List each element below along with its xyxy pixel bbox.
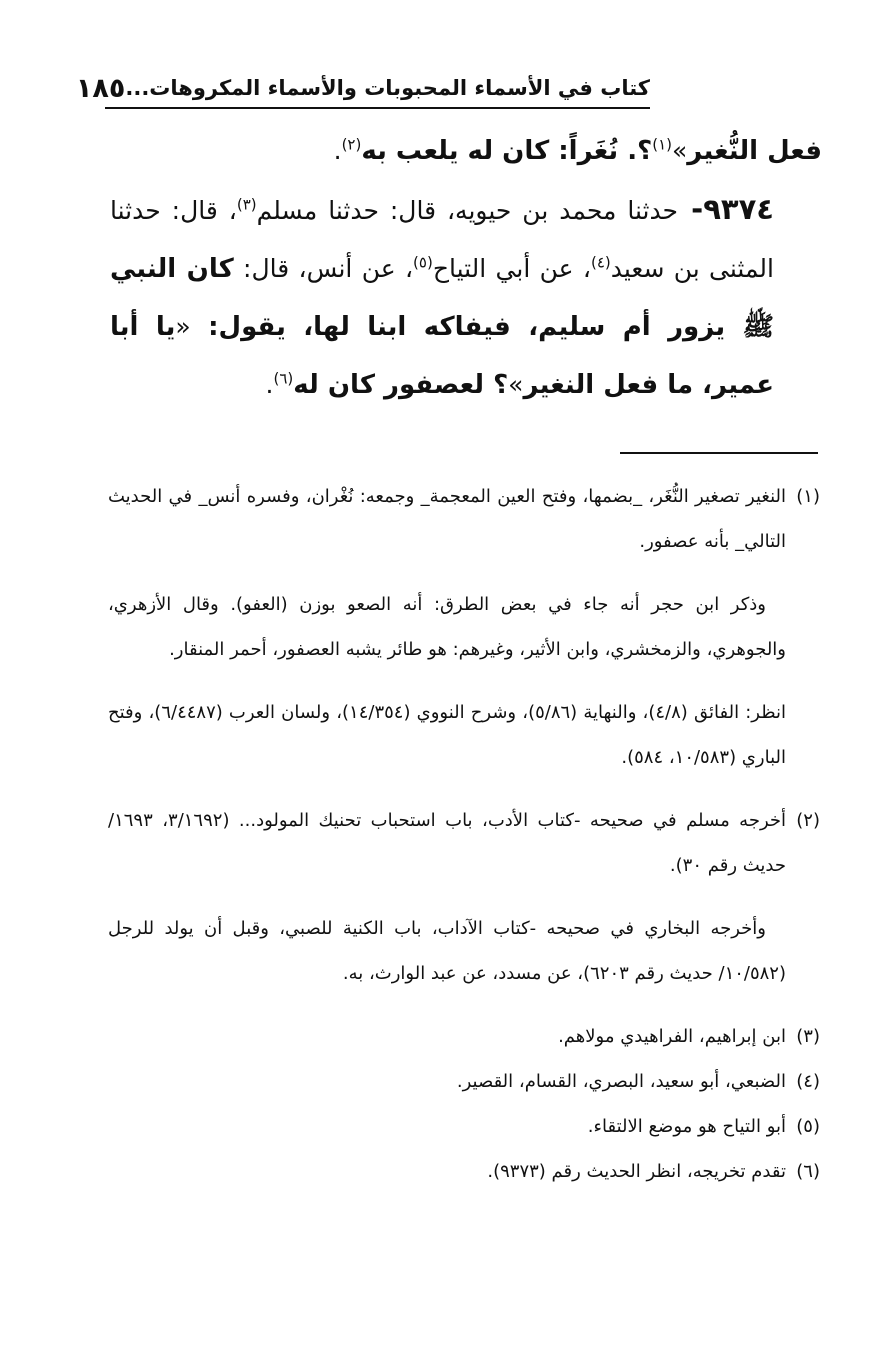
footnote-label: (٤) bbox=[796, 1071, 820, 1092]
hadith-dash: - bbox=[678, 192, 704, 226]
matn-text: ؟ لعصفور كان له bbox=[293, 370, 509, 400]
punctuation: ؟. bbox=[618, 136, 653, 166]
footnote-label: (١) bbox=[796, 486, 820, 507]
footnote-ref: (١) bbox=[652, 135, 672, 154]
footnote-text: أبو التياح هو موضع الالتقاء. bbox=[587, 1116, 786, 1137]
punctuation: . bbox=[333, 136, 342, 165]
footnote-label: (٥) bbox=[796, 1116, 820, 1137]
footnote-label: (٣) bbox=[796, 1026, 820, 1047]
footnote-text: الضبعي، أبو سعيد، البصري، القسام، القصير. bbox=[456, 1071, 786, 1092]
page-number: ١٨٥ bbox=[75, 72, 126, 104]
matn-text: يا أبا عمير، ما فعل النغير bbox=[110, 312, 774, 400]
matn-text: كان النبي ﷺ يزور أم سليم، فيفاكه ابنا لها، يقول: bbox=[110, 254, 774, 342]
footnote-1-paragraph: وذكر ابن حجر أنه جاء في بعض الطرق: أنه الصعو بوزن (العفو). وقال الأزهري، والجوهري، والزمخشري، وابن الأثير، وغيرهم: هو طائر يشبه العصفور، أحمر المنقار. bbox=[108, 594, 786, 660]
footnote-text: النغير تصغير النُّغَر، _بضمها، وفتح العين المعجمة_ وجمعه: نُغْران، وفسره أنس_ في الحديث التالي_ بأنه عصفور. bbox=[108, 486, 786, 552]
footnote-text: أخرجه مسلم في صحيحه -كتاب الأدب، باب استحباب تحنيك المولود... (٣/١٦٩٢، ١٦٩٣/ حديث رقم ٣٠). bbox=[108, 810, 787, 876]
footnote-ref: (٦) bbox=[273, 369, 294, 388]
isnad-text: ، عن أبي التياح bbox=[432, 254, 591, 283]
hadith-paragraph bbox=[110, 180, 822, 414]
footnote-text: ابن إبراهيم، الفراهيدي مولاهم. bbox=[558, 1026, 786, 1047]
page-header bbox=[75, 68, 650, 108]
footnote-ref: (٢) bbox=[341, 135, 362, 154]
footnote-2-paragraph: وأخرجه البخاري في صحيحه -كتاب الآداب، باب الكنية للصبي، وقبل أن يولد للرجل (١٠/٥٨٢/ حديث رقم ٦٢٠٣)، عن مسدد، عن عبد الوارث، به. bbox=[108, 918, 786, 984]
quote-mark: « bbox=[175, 312, 191, 341]
footnote-5 bbox=[108, 1104, 820, 1149]
footnote-label: (٦) bbox=[796, 1161, 820, 1182]
header-rule bbox=[105, 107, 650, 109]
footnote-3 bbox=[108, 1014, 820, 1059]
quote-mark: » bbox=[508, 370, 524, 399]
isnad-text: حدثنا محمد بن حيويه، قال: حدثنا مسلم bbox=[256, 196, 679, 225]
isnad-text: ، عن أنس، قال: bbox=[233, 254, 414, 283]
footnote-ref: (٤) bbox=[590, 253, 611, 272]
hadith-number: ٩٣٧٤ bbox=[703, 192, 774, 226]
paragraph-continuation bbox=[110, 122, 822, 180]
footnote-ref: (٣) bbox=[236, 195, 257, 214]
punctuation: . bbox=[265, 370, 274, 399]
quote-mark: » bbox=[671, 136, 688, 165]
isnad-text: ، قال: حدثنا المثنى بن سعيد bbox=[110, 196, 774, 283]
main-text bbox=[110, 122, 822, 414]
footnote-1-references: انظر: الفائق (٤/٨)، والنهاية (٥/٨٦)، وشرح النووي (١٤/٣٥٤)، ولسان العرب (٦/٤٤٨٧)، وفتح الباري (١٠/٥٨٣، ٥٨٤). bbox=[108, 702, 786, 768]
running-title: كتاب في الأسماء المحبوبات والأسماء المكروهات... bbox=[125, 76, 650, 100]
footnote-6 bbox=[108, 1149, 820, 1194]
bold-phrase: نُغَراً: كان له يلعب به bbox=[361, 136, 619, 166]
footnote-separator bbox=[620, 452, 818, 454]
footnote-ref: (٥) bbox=[413, 253, 433, 272]
footnote-4 bbox=[108, 1059, 820, 1104]
footnote-2 bbox=[108, 798, 820, 888]
footnote-label: (٢) bbox=[796, 810, 820, 831]
footnote-1 bbox=[108, 474, 820, 564]
footnotes bbox=[108, 474, 820, 1194]
footnote-text: تقدم تخريجه، انظر الحديث رقم (٩٣٧٣). bbox=[487, 1161, 786, 1182]
bold-phrase: فعل النُّغير bbox=[687, 136, 822, 166]
